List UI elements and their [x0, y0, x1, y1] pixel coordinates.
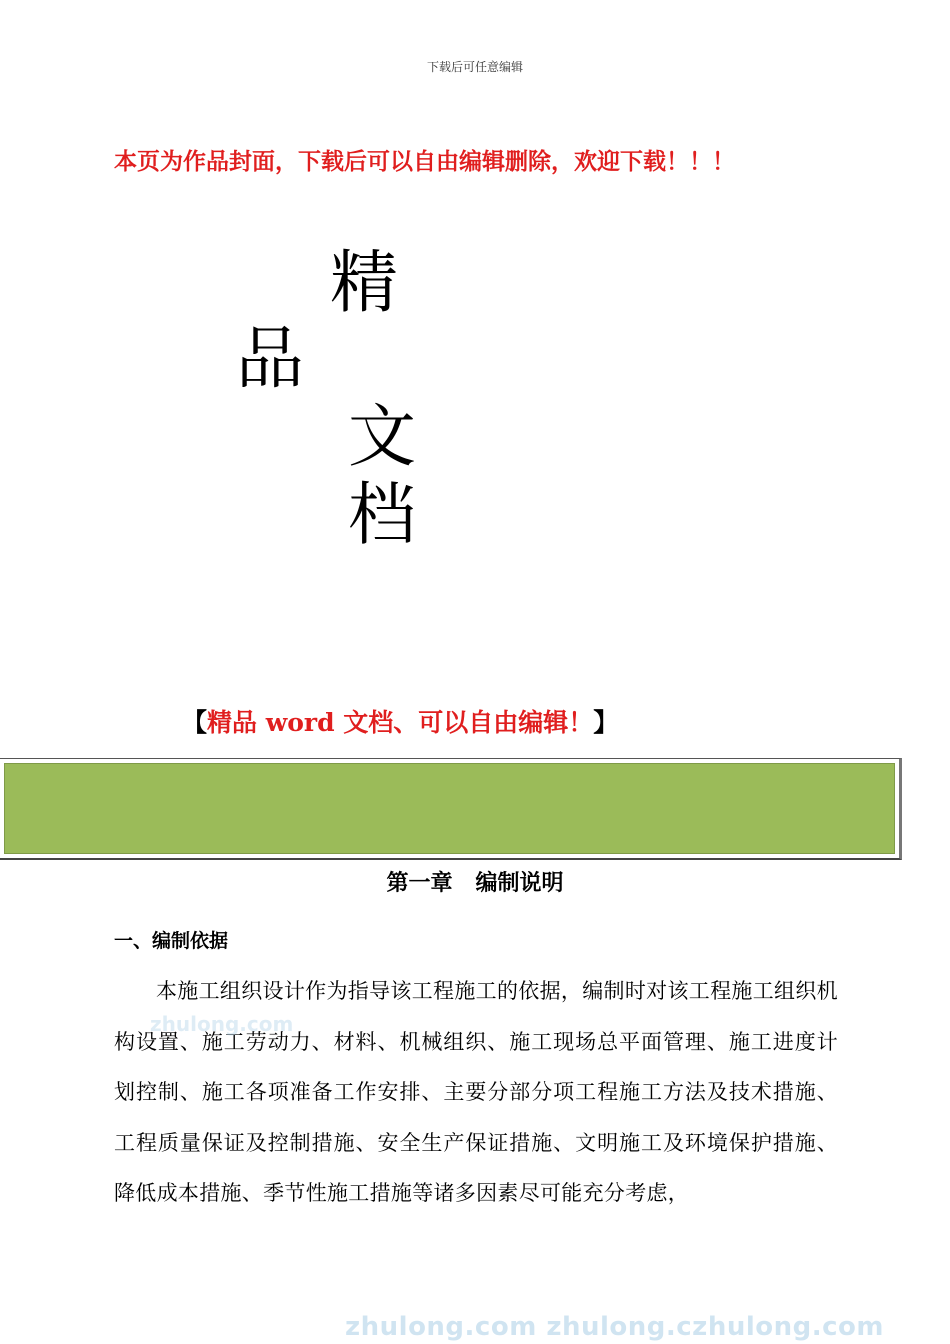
cover-notice: 本页为作品封面，下载后可以自由编辑删除，欢迎下载！！！ [114, 148, 735, 175]
editable-banner [182, 703, 618, 739]
watermark-bottom: zhulong.com zhulong.czhulong.com [345, 1312, 884, 1342]
cover-title-char-1: 精 [330, 244, 399, 323]
green-band-frame [0, 758, 902, 860]
banner-close-bracket: 】 [593, 708, 619, 737]
cover-title-char-3: 文 [348, 398, 417, 477]
chapter-title: 第一章 编制说明 [386, 871, 564, 896]
watermark-mid: zhulong.com [150, 1012, 294, 1036]
page-header-note: 下载后可任意编辑 [426, 60, 523, 74]
banner-open-bracket: 【 [182, 708, 208, 737]
cover-title-char-4: 档 [348, 476, 417, 555]
body-paragraph: 本施工组织设计作为指导该工程施工的依据，编制时对该工程施工组织机构设置、施工劳动力、材料、机械组织、施工现场总平面管理、施工进度计划控制、施工各项准备工作安排、主要分部分项工程施工方法及技术措施、工程质量保证及控制措施、安全生产保证措施、文明施工及环境保护措施、降低成本措施、季节性施工措施等诸多因素尽可能充分考虑， [114, 979, 838, 1205]
cover-title-char-2: 品 [236, 320, 305, 399]
banner-text: 精品 word 文档、可以自由编辑！ [207, 708, 594, 737]
section-heading: 一、编制依据 [114, 930, 229, 952]
green-band [4, 763, 895, 854]
